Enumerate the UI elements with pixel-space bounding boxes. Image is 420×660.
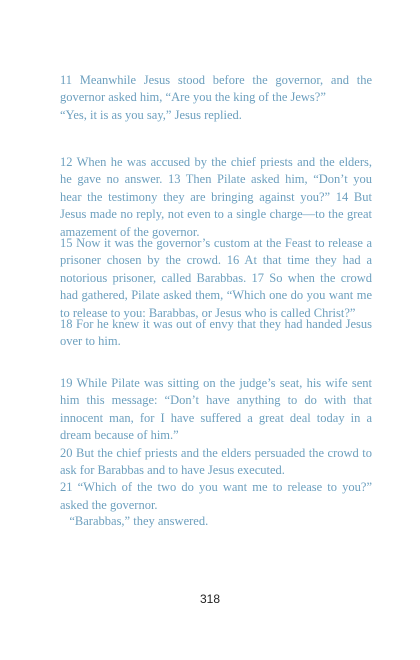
page-number: 318 bbox=[199, 592, 221, 606]
paragraph-verse-18: 18 For he knew it was out of envy that they had handed Jesus over to him. bbox=[60, 317, 372, 349]
paragraph-verses-12-14: 12 When he was accused by the chief priests and the elders, he gave no answer. 13 Then Pilate asked him, “Don’t you hear the testimony they are bringing against you?” 14 But Jesus made no reply, not even to a single charge—to the great amazement of the governor. bbox=[60, 155, 372, 239]
paragraph-barabbas-answer: “Barabbas,” they answered. bbox=[60, 514, 209, 528]
paragraph-verses-15-17: 15 Now it was the governor’s custom at the Feast to release a prisoner chosen by the crowd. 16 At that time they had a notorious prisoner, called Barabbas. 17 So when the crowd had gathered, Pilate asked them, “Which one do you want me to release to you: Barabbas, or Jesus who is called Christ?” bbox=[60, 236, 372, 320]
paragraph-verses-19-21: 19 While Pilate was sitting on the judge’s seat, his wife sent him this message: “Don’t have anything to do with that innocent man, for I have suffered a great deal today in a dream because of him.” 20 But the chief priests and the elders persuaded the crowd to ask for Barabbas and to have Jesus executed. 21 “Which of the two do you want me to release to you?” asked the governor. bbox=[60, 376, 372, 512]
paragraph-verses-11: 11 Meanwhile Jesus stood before the governor, and the governor asked him, “Are you the king of the Jews?” “Yes, it is as you say,” Jesus replied. bbox=[60, 73, 372, 122]
